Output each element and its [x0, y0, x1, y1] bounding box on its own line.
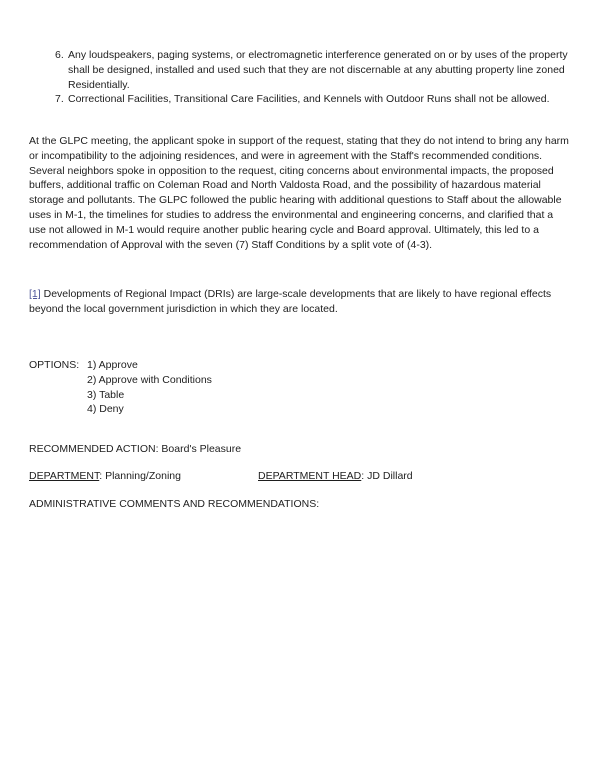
list-item-text: Any loudspeakers, paging systems, or electromagnetic interference generated on or by uses of the property shall be designed, installed and used such that they are not discernable at any abutting property line zoned Residentially.: [68, 49, 568, 91]
option-table: 3) Table: [87, 388, 125, 401]
list-item: [29, 48, 569, 92]
conditions-list: [29, 48, 569, 107]
recommended-action-value: Board's Pleasure: [158, 443, 242, 455]
department-value: Planning/Zoning: [105, 470, 181, 482]
department-row: [29, 469, 569, 484]
department-separator: :: [99, 470, 106, 482]
option-approve-with-conditions: 2) Approve with Conditions: [87, 373, 212, 386]
list-item-number: 6.: [55, 49, 64, 61]
recommended-action-label: RECOMMENDED ACTION:: [29, 443, 159, 455]
list-item-text: Correctional Facilities, Transitional Care Facilities, and Kennels with Outdoor Runs shall not be allowed.: [68, 93, 550, 106]
footnote-reference-link[interactable]: [1]: [29, 288, 41, 300]
option-deny: 4) Deny: [87, 403, 124, 416]
options-label: OPTIONS:: [29, 359, 80, 371]
recommended-action-row: [29, 442, 569, 457]
options-section: [29, 358, 569, 417]
footnote: [29, 287, 569, 317]
department-head-value: JD Dillard: [367, 470, 413, 482]
glpc-summary-paragraph: At the GLPC meeting, the applicant spoke in support of the request, stating that they do not intend to bring any harm or incompatibility to the adjoining residences, and were in agreement with the Staff's recommended conditions. Several neighbors spoke in opposition to the request, citing concerns about environmental impacts, the proposed buffers, additional traffic on Coleman Road and North Valdosta Road, and the possibility of hazardous material storage and pollutants. The GLPC followed the public hearing with additional questions to Staff about the allowable uses in M-1, the timelines for studies to address the environmental and engineering concerns, and clarified that a use not allowed in M-1 would require another public hearing cycle and Board approval. Ultimately, this led to a recommendation of Approval with the seven (7) Staff Conditions by a split vote of (4-3).: [29, 135, 569, 251]
department-group: [29, 470, 181, 482]
administrative-comments-label: ADMINISTRATIVE COMMENTS AND RECOMMENDATIONS:: [29, 498, 320, 510]
option-approve: 1) Approve: [87, 359, 138, 371]
options-items: [87, 358, 569, 417]
department-label: DEPARTMENT: [29, 470, 100, 482]
department-head-label: DEPARTMENT HEAD: [258, 470, 362, 482]
department-head-separator: :: [361, 470, 368, 482]
department-head-group: [258, 469, 413, 484]
footnote-text: Developments of Regional Impact (DRIs) are large-scale developments that are likely to have regional effects beyond the local government jurisdiction in which they are located.: [29, 288, 552, 315]
list-item: [29, 92, 569, 107]
list-item-number: 7.: [55, 93, 64, 106]
